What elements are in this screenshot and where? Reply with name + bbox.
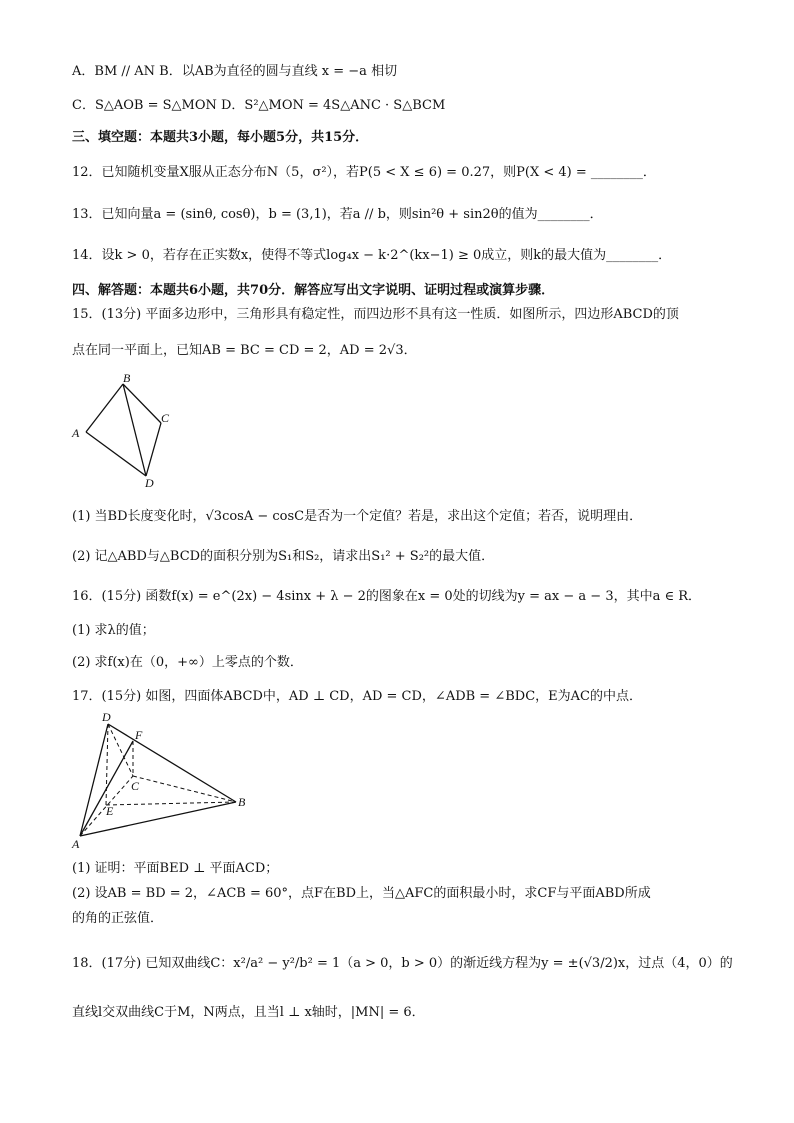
segment-de [106,724,108,805]
question-18-stem-cont: 直线l交双曲线C于M，N两点，且当l ⊥ x轴时，|MN| = 6． [72,1005,425,1020]
vertex-label-a: A [72,426,80,440]
question-15-part2: (2) 记△ABD与△BCD的面积分别为S₁和S₂，请求出S₁² + S₂²的最大值． [72,549,495,564]
vertex-label-d: D [102,710,111,724]
question-16-stem: 16．(15分) 函数f(x) = e^(2x) − 4sinx + λ − 2的图象在x = 0处的切线为y = ax − a − 3，其中a ∈ R． [72,589,702,604]
segment-eb [106,802,236,805]
question-15-stem-cont: 点在同一平面上，已知AB = BC = CD = 2，AD = 2√3． [72,343,417,358]
question-17-stem: 17．(15分) 如图，四面体ABCD中，AD ⊥ CD，AD = CD，∠ADB = ∠BDC，E为AC的中点． [72,689,642,704]
answer-options-ab: A．BM // AN B．以AB为直径的圆与直线 x = −a 相切 [72,64,398,79]
edge-cb [133,776,236,802]
question-13: 13．已知向量a = (sinθ, cosθ)，b = (3,1)，若a // b，则sin²θ + sin2θ的值为________． [72,207,603,222]
question-17-part2-cont: 的角的正弦值． [72,911,164,926]
question-15-part1: (1) 当BD长度变化时，√3cosA − cosC是否为一个定值？若是，求出这个定值；若否，说明理由． [72,509,643,524]
vertex-label-c: C [161,411,170,425]
edge-da [80,724,108,836]
vertex-label-f: F [135,728,143,742]
vertex-label-b: B [123,371,131,385]
tetrahedron-figure [68,708,258,850]
edge-bc [123,384,161,423]
question-16-part1: (1) 求λ的值； [72,623,155,638]
question-12: 12．已知随机变量X服从正态分布N（5，σ²），若P(5 < X ≤ 6) = 0.27，则P(X < 4) = ________． [72,165,656,180]
vertex-label-e: E [106,804,114,818]
question-15-stem: 15．(13分) 平面多边形中，三角形具有稳定性，而四边形不具有这一性质．如图所示，四边形ABCD的顶 [72,307,679,322]
question-16-part2: (2) 求f(x)在（0，+∞）上零点的个数． [72,655,303,670]
edge-ab [86,384,123,432]
question-18-stem: 18．(17分) 已知双曲线C：x²/a² − y²/b² = 1（a > 0，b > 0）的渐近线方程为y = ±(√3/2)x，过点（4，0）的 [72,956,733,971]
quadrilateral-figure [68,370,178,488]
question-17-part2: (2) 设AB = BD = 2，∠ACB = 60°，点F在BD上，当△AFC的面积最小时，求CF与平面ABD所成 [72,886,651,901]
answer-options-cd: C．S△AOB = S△MON D．S²△MON = 4S△ANC · S△BCM [72,98,446,113]
vertex-label-d: D [145,476,154,488]
section-fill-in-heading: 三、填空题：本题共3小题，每小题5分，共15分． [72,130,369,145]
edge-ab [80,802,236,836]
question-14: 14．设k > 0，若存在正实数x，使得不等式log₄x − k·2^(kx−1) ≥ 0成立，则k的最大值为________． [72,248,672,263]
edge-cd [146,423,161,476]
vertex-label-c: C [131,779,140,793]
vertex-label-b: B [238,795,246,809]
vertex-label-a: A [72,837,80,850]
section-answer-heading: 四、解答题：本题共6小题，共70分．解答应写出文字说明、证明过程或演算步骤． [72,283,555,298]
question-17-part1: (1) 证明：平面BED ⊥ 平面ACD； [72,861,279,876]
